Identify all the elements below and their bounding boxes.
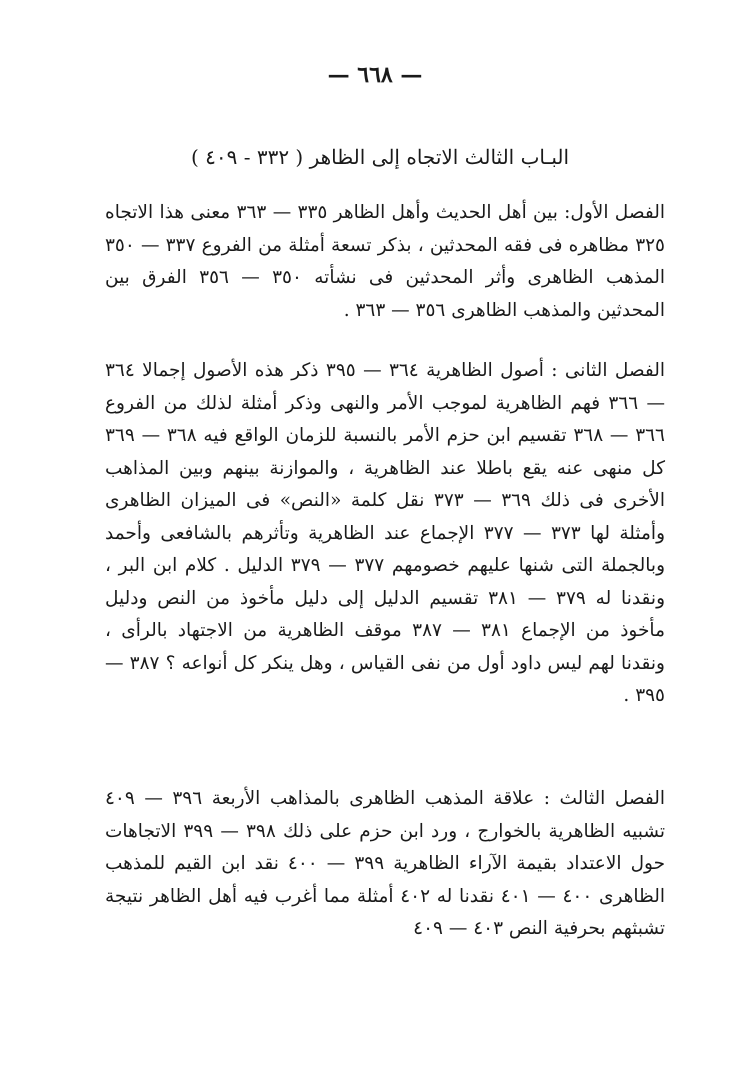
section-chapter-two: [105, 355, 665, 713]
section-paragraph: الفصل الثانى : أصول الظاهرية ٣٦٤ — ٣٩٥ ذكر هذه الأصول إجمالا ٣٦٤ — ٣٦٦ فهم الظاهرية لموجب الأمر والنهى وذكر أمثلة لذلك من الفروع ٣٦٦ — ٣٦٨ تقسيم ابن حزم الأمر بالنسبة للزمان الواقع فيه ٣٦٨ — ٣٦٩ كل منهى عنه يقع باطلا عند الظاهرية ، والموازنة بينهم وبين المذاهب الأخرى فى ذلك ٣٦٩ — ٣٧٣ نقل كلمة «النص» فى الميزان الظاهرى وأمثلة لها ٣٧٣ — ٣٧٧ الإجماع عند الظاهرية وتأثرهم بالشافعى وأحمد وبالجملة التى شنها عليهم خصومهم ٣٧٧ — ٣٧٩ الدليل . كلام ابن البر ، ونقدنا له ٣٧٩ — ٣٨١ تقسيم الدليل إلى دليل مأخوذ من النص ودليل مأخوذ من الإجماع ٣٨١ — ٣٨٧ موقف الظاهرية من الاجتهاد بالرأى ، ونقدنا لهم ليس داود أول من نفى القياس ، وهل ينكر كل أنواعه ؟ ٣٨٧ — ٣٩٥ .: [105, 360, 666, 706]
page-number: — ٦٦٨ —: [327, 62, 423, 88]
section-paragraph: الفصل الثالث : علاقة المذهب الظاهرى بالمذاهب الأربعة ٣٩٦ — ٤٠٩ تشبيه الظاهرية بالخوارج ، ورد ابن حزم على ذلك ٣٩٨ — ٣٩٩ الاتجاهات حول الاعتداد بقيمة الآراء الظاهرية ٣٩٩ — ٤٠٠ نقد ابن القيم للمذهب الظاهرى ٤٠٠ — ٤٠١ نقدنا له ٤٠٢ أمثلة مما أغرب فيه أهل الظاهر نتيجة تشبثهم بحرفية النص ٤٠٣ — ٤٠٩: [105, 788, 666, 939]
section-paragraph: الفصل الأول: بين أهل الحديث وأهل الظاهر ٣٣٥ — ٣٦٣ معنى هذا الاتجاه ٣٢٥ مظاهره فى فقه المحدثين ، بذكر تسعة أمثلة من الفروع ٣٣٧ — ٣٥٠ المذهب الظاهرى وأثر المحدثين فى نشأته ٣٥٠ — ٣٥٦ الفرق بين المحدثين والمذهب الظاهرى ٣٥٦ — ٣٦٣ .: [105, 202, 665, 321]
section-chapter-one: [105, 197, 665, 327]
chapter-title: البـاب الثالث الاتجاه إلى الظاهر ( ٣٣٢ - ٤٠٩ ): [190, 145, 570, 169]
section-chapter-three: [105, 783, 665, 946]
